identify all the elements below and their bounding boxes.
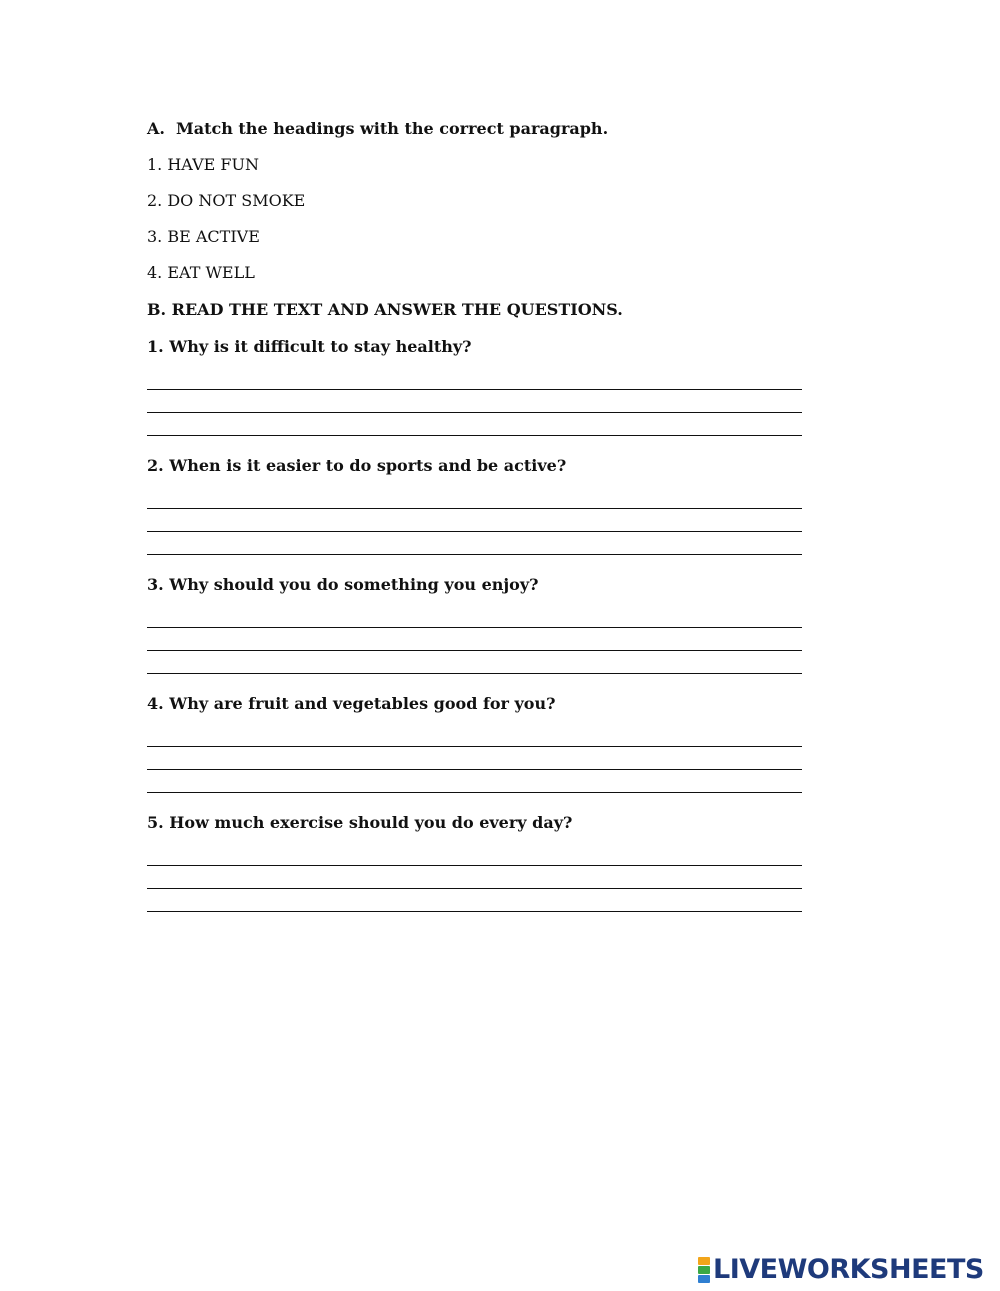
section-a-instruction-text: Match the headings with the correct paragraph. (176, 119, 609, 138)
answer-line-3c[interactable] (147, 673, 802, 674)
logo-block-top (698, 1257, 710, 1265)
logo-text: LIVEWORKSHEETS (713, 1254, 984, 1285)
section-a-instruction (147, 119, 608, 139)
heading-item-1: 1. HAVE FUN (147, 155, 259, 174)
heading-item-3: 3. BE ACTIVE (147, 227, 260, 246)
logo-blocks-icon (698, 1257, 710, 1283)
answer-line-4b[interactable] (147, 769, 802, 770)
answer-line-2a[interactable] (147, 508, 802, 509)
section-b-instruction: B. READ THE TEXT AND ANSWER THE QUESTIONS. (147, 300, 623, 319)
answer-line-2c[interactable] (147, 554, 802, 555)
answer-line-5b[interactable] (147, 888, 802, 889)
answer-line-3a[interactable] (147, 627, 802, 628)
answer-line-1b[interactable] (147, 412, 802, 413)
answer-line-4a[interactable] (147, 746, 802, 747)
heading-item-2: 2. DO NOT SMOKE (147, 191, 306, 210)
question-1: 1. Why is it difficult to stay healthy? (147, 337, 472, 356)
answer-line-1a[interactable] (147, 389, 802, 390)
question-2: 2. When is it easier to do sports and be active? (147, 456, 567, 475)
question-4: 4. Why are fruit and vegetables good for you? (147, 694, 556, 713)
answer-line-5c[interactable] (147, 911, 802, 912)
logo-block-bottom (698, 1275, 710, 1283)
question-5: 5. How much exercise should you do every day? (147, 813, 573, 832)
answer-line-4c[interactable] (147, 792, 802, 793)
answer-line-3b[interactable] (147, 650, 802, 651)
question-3: 3. Why should you do something you enjoy? (147, 575, 539, 594)
answer-line-2b[interactable] (147, 531, 802, 532)
section-a-letter: A. (147, 119, 165, 138)
answer-line-5a[interactable] (147, 865, 802, 866)
logo-block-middle (698, 1266, 710, 1274)
liveworksheets-logo (698, 1256, 984, 1284)
heading-item-4: 4. EAT WELL (147, 263, 255, 282)
answer-line-1c[interactable] (147, 435, 802, 436)
